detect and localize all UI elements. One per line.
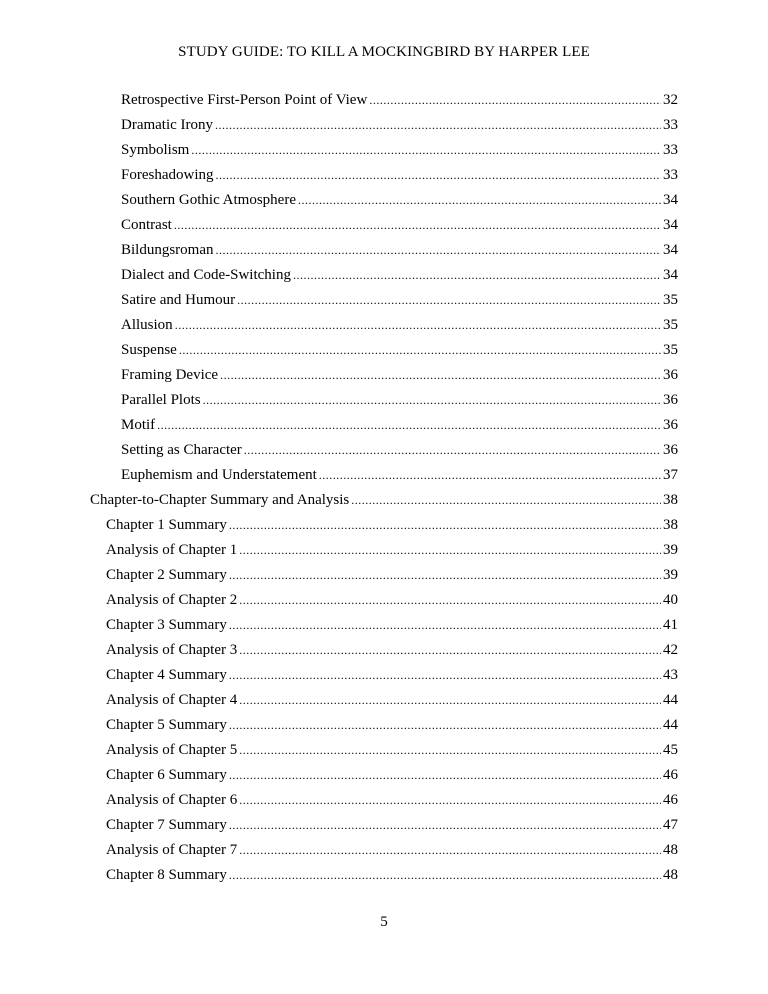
toc-entry-label: Bildungsroman bbox=[121, 242, 214, 258]
toc-entry[interactable] bbox=[121, 288, 678, 313]
dot-leader bbox=[319, 463, 661, 488]
dot-leader bbox=[298, 188, 661, 213]
toc-entry-label: Symbolism bbox=[121, 142, 190, 158]
dot-leader bbox=[216, 238, 662, 263]
dot-leader bbox=[229, 713, 661, 738]
toc-entry-label: Chapter-to-Chapter Summary and Analysis bbox=[90, 492, 350, 508]
toc-entry[interactable] bbox=[121, 313, 678, 338]
toc-entry[interactable] bbox=[106, 863, 678, 888]
dot-leader bbox=[239, 638, 661, 663]
dot-leader bbox=[229, 763, 661, 788]
toc-entry-label: Analysis of Chapter 3 bbox=[106, 642, 238, 658]
dot-leader bbox=[175, 313, 661, 338]
toc-entry[interactable] bbox=[106, 538, 678, 563]
dot-leader bbox=[239, 838, 661, 863]
toc-entry-label: Satire and Humour bbox=[121, 292, 236, 308]
toc-entry-page-number: 36 bbox=[663, 367, 678, 383]
toc-entry-label: Analysis of Chapter 5 bbox=[106, 742, 238, 758]
toc-entry[interactable] bbox=[106, 663, 678, 688]
toc-entry[interactable] bbox=[121, 163, 678, 188]
toc-entry[interactable] bbox=[121, 413, 678, 438]
dot-leader bbox=[239, 538, 661, 563]
toc-entry-label: Contrast bbox=[121, 217, 172, 233]
toc-entry-page-number: 34 bbox=[663, 267, 678, 283]
toc-entry-label: Analysis of Chapter 2 bbox=[106, 592, 238, 608]
toc-entry[interactable] bbox=[106, 763, 678, 788]
toc-entry-label: Southern Gothic Atmosphere bbox=[121, 192, 296, 208]
dot-leader bbox=[216, 163, 662, 188]
toc-entry-label: Chapter 5 Summary bbox=[106, 717, 227, 733]
toc-entry-label: Chapter 4 Summary bbox=[106, 667, 227, 683]
toc-entry-label: Chapter 2 Summary bbox=[106, 567, 227, 583]
toc-entry-label: Euphemism and Understatement bbox=[121, 467, 317, 483]
toc-entry[interactable] bbox=[106, 588, 678, 613]
toc-entry-page-number: 36 bbox=[663, 417, 678, 433]
toc-entry[interactable] bbox=[121, 138, 678, 163]
dot-leader bbox=[157, 413, 661, 438]
toc-entry-page-number: 44 bbox=[663, 692, 678, 708]
toc-entry[interactable] bbox=[106, 813, 678, 838]
toc-entry-page-number: 39 bbox=[663, 567, 678, 583]
toc-entry-label: Retrospective First-Person Point of View bbox=[121, 92, 368, 108]
toc-entry-label: Setting as Character bbox=[121, 442, 242, 458]
dot-leader bbox=[239, 588, 661, 613]
toc-entry-page-number: 40 bbox=[663, 592, 678, 608]
toc-entry-page-number: 43 bbox=[663, 667, 678, 683]
toc-entry-page-number: 38 bbox=[663, 517, 678, 533]
toc-entry[interactable] bbox=[121, 463, 678, 488]
toc-entry-label: Analysis of Chapter 7 bbox=[106, 842, 238, 858]
toc-entry-page-number: 37 bbox=[663, 467, 678, 483]
toc-entry[interactable] bbox=[106, 788, 678, 813]
dot-leader bbox=[237, 288, 661, 313]
toc-entry[interactable] bbox=[106, 838, 678, 863]
toc-entry[interactable] bbox=[121, 213, 678, 238]
dot-leader bbox=[229, 813, 661, 838]
dot-leader bbox=[239, 688, 661, 713]
dot-leader bbox=[229, 513, 661, 538]
toc-entry-page-number: 48 bbox=[663, 867, 678, 883]
toc-entry[interactable] bbox=[121, 263, 678, 288]
toc-entry-page-number: 45 bbox=[663, 742, 678, 758]
dot-leader bbox=[220, 363, 661, 388]
dot-leader bbox=[229, 613, 661, 638]
toc-entry-page-number: 39 bbox=[663, 542, 678, 558]
dot-leader bbox=[369, 88, 661, 113]
toc-entry-page-number: 36 bbox=[663, 442, 678, 458]
toc-entry[interactable] bbox=[121, 88, 678, 113]
dot-leader bbox=[191, 138, 661, 163]
toc-entry-page-number: 35 bbox=[663, 292, 678, 308]
toc-entry[interactable] bbox=[106, 513, 678, 538]
toc-entry-label: Chapter 7 Summary bbox=[106, 817, 227, 833]
toc-entry-label: Dramatic Irony bbox=[121, 117, 214, 133]
toc-entry-label: Motif bbox=[121, 417, 156, 433]
toc-entry[interactable] bbox=[121, 438, 678, 463]
dot-leader bbox=[179, 338, 661, 363]
page-number: 5 bbox=[380, 914, 388, 930]
dot-leader bbox=[244, 438, 661, 463]
toc-entry-page-number: 33 bbox=[663, 117, 678, 133]
toc-entry[interactable] bbox=[106, 738, 678, 763]
dot-leader bbox=[351, 488, 661, 513]
toc-entry[interactable] bbox=[106, 688, 678, 713]
dot-leader bbox=[203, 388, 661, 413]
dot-leader bbox=[229, 663, 661, 688]
toc-entry[interactable] bbox=[121, 188, 678, 213]
dot-leader bbox=[239, 738, 661, 763]
toc-entry-page-number: 46 bbox=[663, 792, 678, 808]
running-header: STUDY GUIDE: TO KILL A MOCKINGBIRD BY HARPER LEE bbox=[178, 44, 590, 60]
toc-entry-page-number: 42 bbox=[663, 642, 678, 658]
dot-leader bbox=[215, 113, 661, 138]
toc-entry-page-number: 36 bbox=[663, 392, 678, 408]
toc-entry-page-number: 34 bbox=[663, 192, 678, 208]
toc-entry-page-number: 33 bbox=[663, 167, 678, 183]
toc-entry-label: Allusion bbox=[121, 317, 173, 333]
toc-entry[interactable] bbox=[106, 563, 678, 588]
toc-entry-label: Framing Device bbox=[121, 367, 219, 383]
dot-leader bbox=[293, 263, 661, 288]
dot-leader bbox=[239, 788, 661, 813]
toc-entry-label: Chapter 6 Summary bbox=[106, 767, 227, 783]
toc-entry-label: Analysis of Chapter 4 bbox=[106, 692, 238, 708]
toc-entry-page-number: 35 bbox=[663, 317, 678, 333]
toc-entry-page-number: 47 bbox=[663, 817, 678, 833]
toc-entry-page-number: 32 bbox=[663, 92, 678, 108]
toc-entry-page-number: 41 bbox=[663, 617, 678, 633]
toc-entry-label: Chapter 8 Summary bbox=[106, 867, 227, 883]
toc-entry[interactable] bbox=[106, 613, 678, 638]
toc-entry[interactable] bbox=[90, 488, 678, 513]
dot-leader bbox=[174, 213, 661, 238]
toc-entry[interactable] bbox=[121, 363, 678, 388]
toc-entry-label: Suspense bbox=[121, 342, 177, 358]
toc-entry-label: Chapter 3 Summary bbox=[106, 617, 227, 633]
toc-entry-page-number: 33 bbox=[663, 142, 678, 158]
toc-entry[interactable] bbox=[121, 238, 678, 263]
dot-leader bbox=[229, 863, 661, 888]
toc-entry[interactable] bbox=[106, 638, 678, 663]
toc-entry-label: Analysis of Chapter 1 bbox=[106, 542, 238, 558]
toc-entry-page-number: 35 bbox=[663, 342, 678, 358]
toc-entry[interactable] bbox=[121, 113, 678, 138]
toc-entry[interactable] bbox=[121, 338, 678, 363]
toc-entry[interactable] bbox=[121, 388, 678, 413]
toc-entry-page-number: 38 bbox=[663, 492, 678, 508]
toc-entry-page-number: 34 bbox=[663, 217, 678, 233]
toc-entry-page-number: 46 bbox=[663, 767, 678, 783]
toc-entry-page-number: 34 bbox=[663, 242, 678, 258]
toc-entry-label: Chapter 1 Summary bbox=[106, 517, 227, 533]
toc-entry[interactable] bbox=[106, 713, 678, 738]
dot-leader bbox=[229, 563, 661, 588]
toc-entry-page-number: 44 bbox=[663, 717, 678, 733]
toc-entry-label: Parallel Plots bbox=[121, 392, 201, 408]
toc-entry-label: Analysis of Chapter 6 bbox=[106, 792, 238, 808]
toc-entry-label: Dialect and Code-Switching bbox=[121, 267, 291, 283]
toc-entry-label: Foreshadowing bbox=[121, 167, 214, 183]
toc-entry-page-number: 48 bbox=[663, 842, 678, 858]
